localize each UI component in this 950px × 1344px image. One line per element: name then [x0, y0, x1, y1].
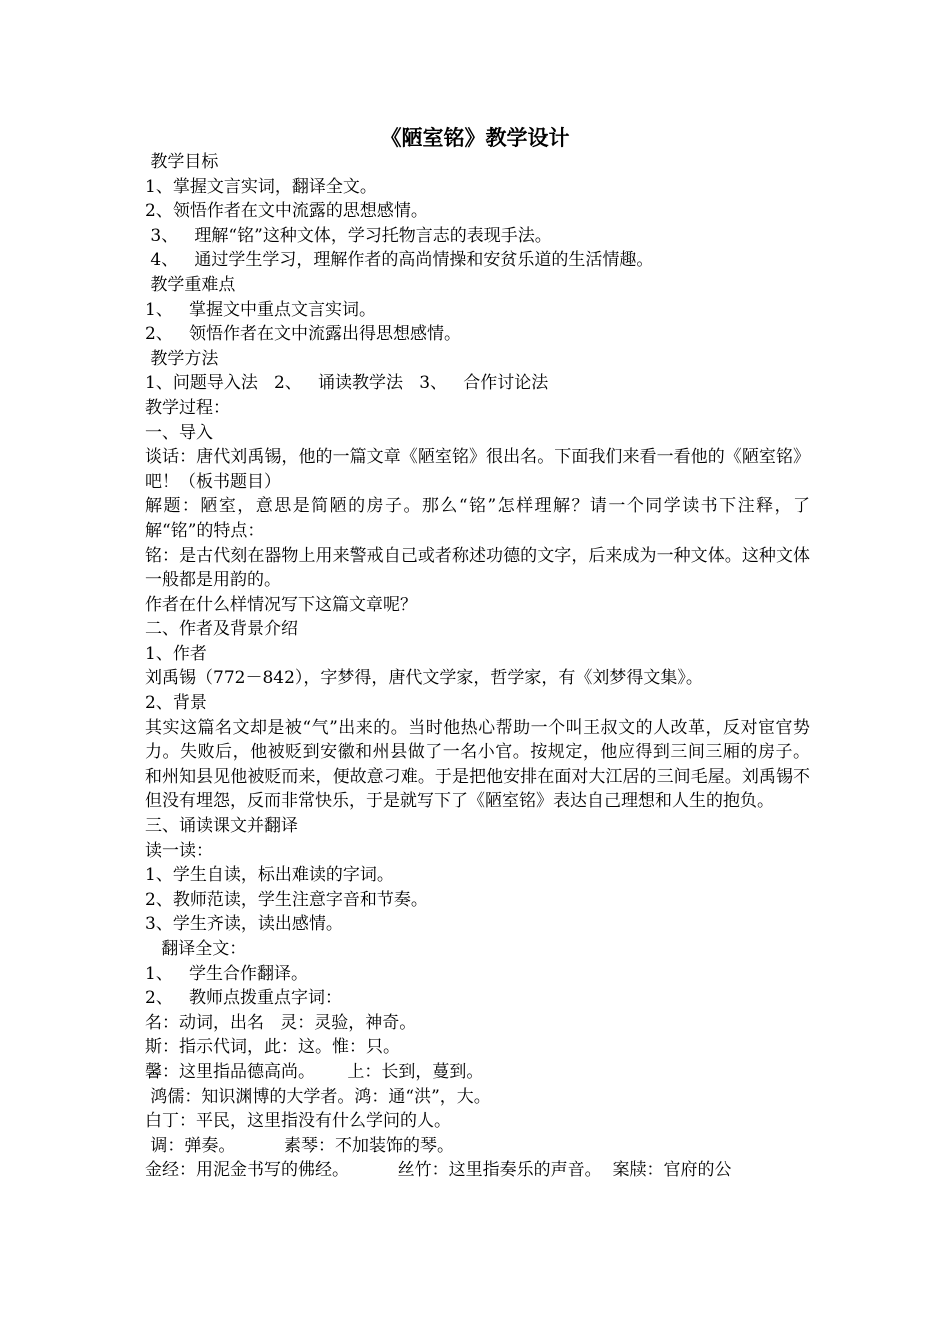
methods-heading: 教学方法 [145, 348, 219, 369]
section-heading: 三、诵读课文并翻译 [145, 816, 298, 837]
key-point-item: 1、 掌握文中重点文言实词。 [145, 299, 377, 320]
vocab-line: 鸿儒：知识渊博的大学者。鸿：通“洪”，大。 [145, 1086, 491, 1107]
objective-item: 2、领悟作者在文中流露的思想感情。 [145, 201, 428, 222]
document-body [145, 150, 810, 1183]
section-heading: 二、作者及背景介绍 [145, 619, 298, 640]
read-item: 1、学生自读，标出难读的字词。 [145, 865, 394, 886]
key-point-item: 2、 领悟作者在文中流露出得思想感情。 [145, 324, 462, 345]
objective-item: 1、掌握文言实词，翻译全文。 [145, 176, 377, 197]
explain-paragraph: 解题：陋室，意思是简陋的房子。那么“铭”怎样理解？请一个同学读书下注释，了解“铭”的特点： [145, 496, 810, 541]
objective-item: 4、 通过学生学习，理解作者的高尚情操和安贫乐道的生活情趣。 [145, 250, 654, 271]
talk-paragraph: 谈话：唐代刘禹锡，他的一篇文章《陋室铭》很出名。下面我们来看一看他的《陋室铭》吧！（板书题目） [145, 447, 810, 492]
translate-item: 2、 教师点拨重点字词： [145, 988, 343, 1009]
key-points-heading: 教学重难点 [145, 274, 236, 295]
translate-item: 1、 学生合作翻译。 [145, 963, 309, 984]
sub-heading: 翻译全文： [145, 939, 247, 959]
read-item: 3、学生齐读，读出感情。 [145, 914, 343, 935]
methods-line: 1、问题导入法 2、 诵读教学法 3、 合作讨论法 [145, 373, 549, 394]
vocab-line: 金经：用泥金书写的佛经。 丝竹：这里指奏乐的声音。 案牍：官府的公 [145, 1160, 732, 1181]
vocab-line: 调：弹奏。 素琴：不加装饰的琴。 [145, 1135, 455, 1156]
background-paragraph: 其实这篇名文却是被“气”出来的。当时他热心帮助一个叫王叔文的人改革，反对宦官势力。失败后，他被贬到安徽和州县做了一名小官。按规定，他应得到三间三厢的房子。 和州知县见他被贬而来，便故意刁难。于是把他安排在面对大江居的三间毛屋。刘禹锡不但没有埋怨，反而非常快乐，于是就写下了《陋室铭》表达自己理想和人生的抱负。 [145, 717, 810, 812]
sub-heading: 1、作者 [145, 643, 207, 664]
section-heading: 一、导入 [145, 422, 213, 443]
ming-paragraph: 铭：是古代刻在器物上用来警戒自己或者称述功德的文字，后来成为一种文体。这种文体一般都是用韵的。 [145, 545, 810, 591]
vocab-line: 馨：这里指品德高尚。 上：长到，蔓到。 [145, 1061, 484, 1082]
vocab-line: 斯：指示代词，此：这。惟：只。 [145, 1037, 400, 1058]
author-text: 刘禹锡（772－842），字梦得，唐代文学家，哲学家，有《刘梦得文集》。 [145, 668, 703, 689]
vocab-line: 名：动词，出名 灵：灵验，神奇。 [145, 1012, 417, 1033]
objectives-heading: 教学目标 [145, 152, 219, 172]
sub-heading: 读一读： [145, 840, 213, 861]
document-title: 《陋室铭》教学设计 [380, 125, 570, 150]
process-heading: 教学过程： [145, 397, 230, 418]
objective-item: 3、 理解“铭”这种文体，学习托物言志的表现手法。 [145, 225, 552, 246]
vocab-line: 白丁：平民，这里指没有什么学问的人。 [145, 1111, 451, 1132]
read-item: 2、教师范读，学生注意字音和节奏。 [145, 889, 428, 910]
question-line: 作者在什么样情况写下这篇文章呢？ [145, 594, 417, 615]
sub-heading: 2、背景 [145, 693, 207, 714]
